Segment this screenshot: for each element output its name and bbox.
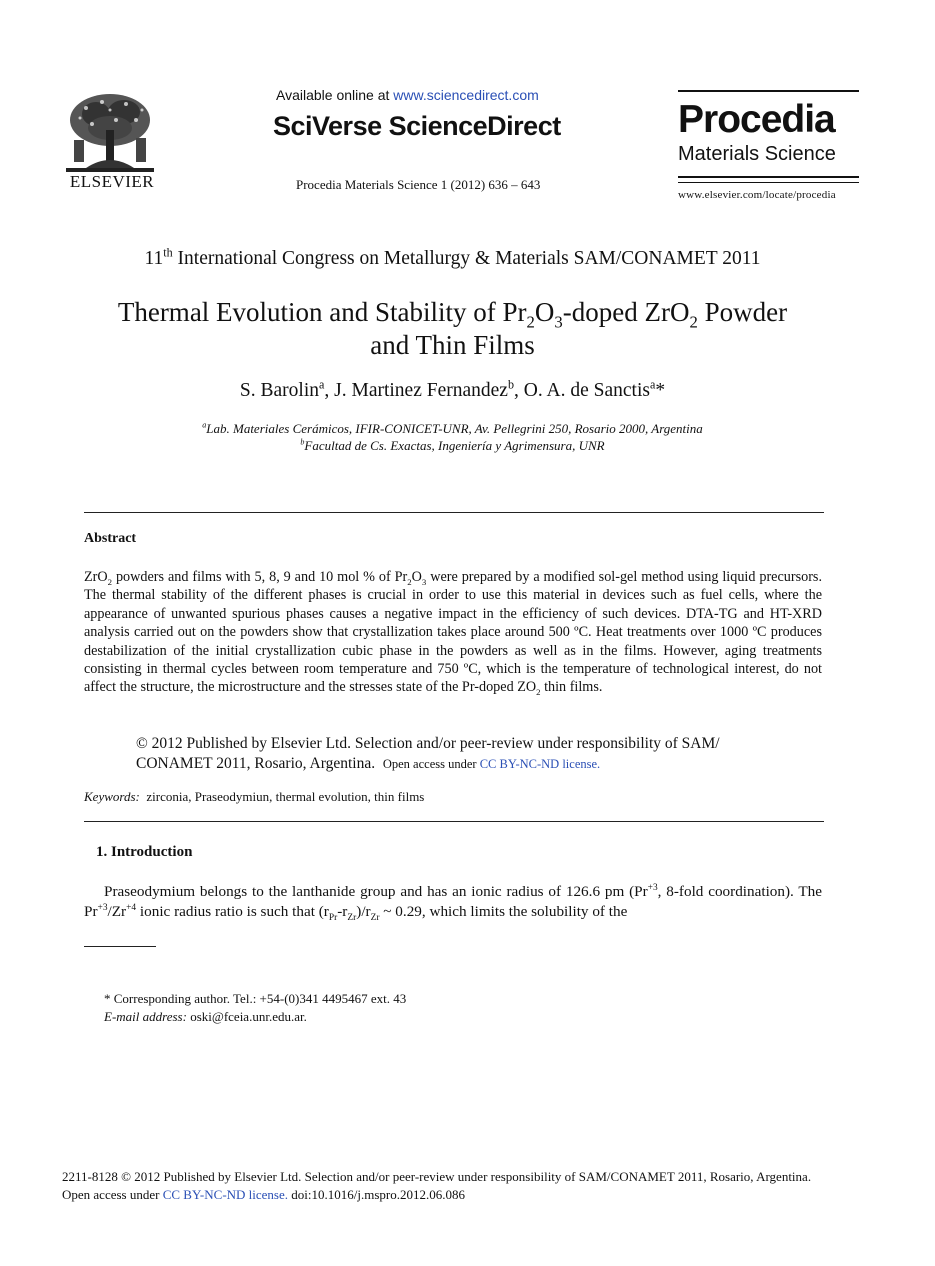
title-sub: 2	[526, 312, 535, 332]
email-address[interactable]: oski@fceia.unr.edu.ar.	[186, 1009, 307, 1024]
page-footer	[62, 1168, 811, 1204]
procedia-wordmark: Procedia	[678, 98, 835, 141]
author-list	[0, 377, 905, 402]
abstract-text: O	[411, 569, 422, 585]
author-affil-sup: a	[319, 377, 325, 392]
affil-sup: b	[300, 437, 305, 447]
abstract-top-rule	[84, 512, 824, 513]
affiliation-a	[0, 420, 905, 437]
abstract-body	[84, 568, 822, 697]
procedia-mid-rule	[678, 176, 859, 178]
procedia-url[interactable]: www.elsevier.com/locate/procedia	[678, 189, 836, 201]
procedia-thin-rule	[678, 182, 859, 183]
abstract-bottom-rule	[84, 821, 824, 822]
affiliations	[0, 420, 905, 454]
sciencedirect-link[interactable]: www.sciencedirect.com	[393, 87, 539, 103]
intro-sup: +4	[126, 902, 137, 913]
title-part: -doped ZrO	[562, 297, 690, 327]
keywords	[84, 789, 424, 805]
journal-citation: Procedia Materials Science 1 (2012) 636 – 643	[296, 177, 541, 192]
title-sub: 2	[689, 312, 698, 332]
intro-text: )/r	[356, 903, 371, 920]
author-affil-sup: a	[649, 377, 656, 392]
email-label: E-mail address:	[104, 1009, 187, 1024]
procedia-top-rule	[678, 90, 859, 92]
footer-oa-prefix: Open access under	[62, 1187, 163, 1202]
footer-license-link[interactable]: CC BY-NC-ND license.	[162, 1187, 289, 1202]
footer-copyright: 2211-8128 © 2012 Published by Elsevier Ltd. Selection and/or peer-review under responsibility of SAM/CONAMET 2011, Rosario, Argentina.	[62, 1169, 812, 1184]
abstract-sub: 3	[421, 576, 427, 587]
affil-text: Facultad de Cs. Exactas, Ingeniería y Agrimensura, UNR	[304, 438, 605, 453]
title-part: Thermal Evolution and Stability of Pr	[117, 297, 527, 327]
title-line2: and Thin Films	[370, 330, 535, 360]
intro-text: ~ 0.29, which limits the solubility of the	[379, 903, 628, 920]
intro-sub: Zr	[370, 913, 380, 924]
procedia-subtitle: Materials Science	[678, 143, 836, 165]
congress-line	[0, 245, 905, 270]
author-name: , O. A. de Sanctis	[514, 380, 650, 401]
procedia-logo	[678, 90, 859, 201]
abstract-text: powders and films with 5, 8, 9 and 10 mol % of Pr	[112, 569, 408, 585]
congress-ordinal-sup: th	[163, 245, 173, 260]
intro-text: -r	[337, 903, 348, 920]
title-part: O	[534, 297, 555, 327]
corresponding-author-line: * Corresponding author. Tel.: +54-(0)341 4495467 ext. 43	[104, 991, 407, 1006]
author-affil-sup: b	[507, 377, 514, 392]
corresponding-mark: *	[655, 380, 666, 401]
abstract-text: ZrO	[84, 569, 108, 585]
email-line	[104, 1008, 406, 1026]
footnote-rule	[84, 946, 156, 947]
title-sub: 3	[554, 312, 563, 332]
footer-doi[interactable]: doi:10.1016/j.mspro.2012.06.086	[288, 1187, 465, 1202]
author-name: , J. Martinez Fernandez	[324, 380, 508, 401]
intro-text: /Zr	[107, 903, 127, 920]
affiliation-b	[0, 437, 905, 454]
congress-ordinal: 11	[144, 248, 164, 269]
copyright-notice	[136, 734, 776, 774]
intro-sup: +3	[647, 882, 658, 893]
affil-sup: a	[202, 420, 207, 430]
abstract-sub: 2	[407, 576, 412, 587]
intro-text: Praseodymium belongs to the lanthanide group and has an ionic radius of 126.6 pm (Pr	[104, 883, 648, 900]
open-access-prefix: Open access under	[382, 757, 480, 771]
intro-sub: Zr	[347, 913, 357, 924]
elsevier-tree-icon	[66, 90, 154, 172]
abstract-sub: 2	[107, 576, 113, 587]
available-online-line	[276, 87, 539, 103]
keywords-text: zirconia, Praseodymiun, thermal evolution, thin films	[146, 789, 425, 804]
paper-title	[0, 296, 905, 362]
copyright-text: © 2012 Published by Elsevier Ltd. Selection and/or peer-review under responsibility of SAM/ CONAMET 2011, Rosario, Argentina.	[136, 735, 720, 772]
introduction-heading: 1. Introduction	[96, 844, 193, 860]
footnote	[104, 990, 406, 1026]
elsevier-wordmark: ELSEVIER	[69, 172, 155, 191]
license-link[interactable]: CC BY-NC-ND license.	[479, 757, 601, 771]
sciverse-sciencedirect-logo: SciVerse ScienceDirect	[273, 111, 561, 141]
intro-text: ionic radius ratio is such that (r	[136, 903, 329, 920]
available-prefix: Available online at	[276, 87, 394, 103]
abstract-sub: 2	[536, 687, 541, 698]
affil-text: Lab. Materiales Cerámicos, IFIR-CONICET-UNR, Av. Pellegrini 250, Rosario 2000, Argentina	[206, 421, 703, 436]
elsevier-logo	[66, 90, 158, 192]
intro-sub: Pr	[328, 913, 338, 924]
author-name: S. Barolin	[239, 380, 320, 401]
abstract-text: thin films.	[540, 679, 603, 696]
congress-text: International Congress on Metallurgy & Materials SAM/CONAMET 2011	[172, 248, 761, 269]
abstract-text: were prepared by a modified sol-gel method using liquid precursors. The thermal stability of the different phases is crucial in order to use this material in devices such as fuel cells, where the appearance of unwanted spurious phases causes a negative impact in the efficiency of such devices. DTA-TG and HT-XRD analysis carried out on the powders show that crystallization takes place around 500 ºC. Heat treatments over 1000 ºC produces destabilization of the initial crystallization cubic phase in the powders as well as in the films. However, aging treatments consisting in thermal cycles between room temperature and 750 ºC, which is the temperature of technological interest, do not affect the structure, the microstructure and the stresses state of the Pr-doped ZO	[84, 569, 823, 696]
introduction-body	[84, 882, 822, 922]
footer-license-line	[62, 1186, 811, 1204]
title-part: Powder	[697, 297, 788, 327]
intro-sup: +3	[97, 902, 108, 913]
keywords-label: Keywords:	[84, 789, 140, 804]
intro-text: , 8-fold coordination). The Pr	[84, 883, 822, 920]
abstract-heading: Abstract	[84, 531, 137, 546]
